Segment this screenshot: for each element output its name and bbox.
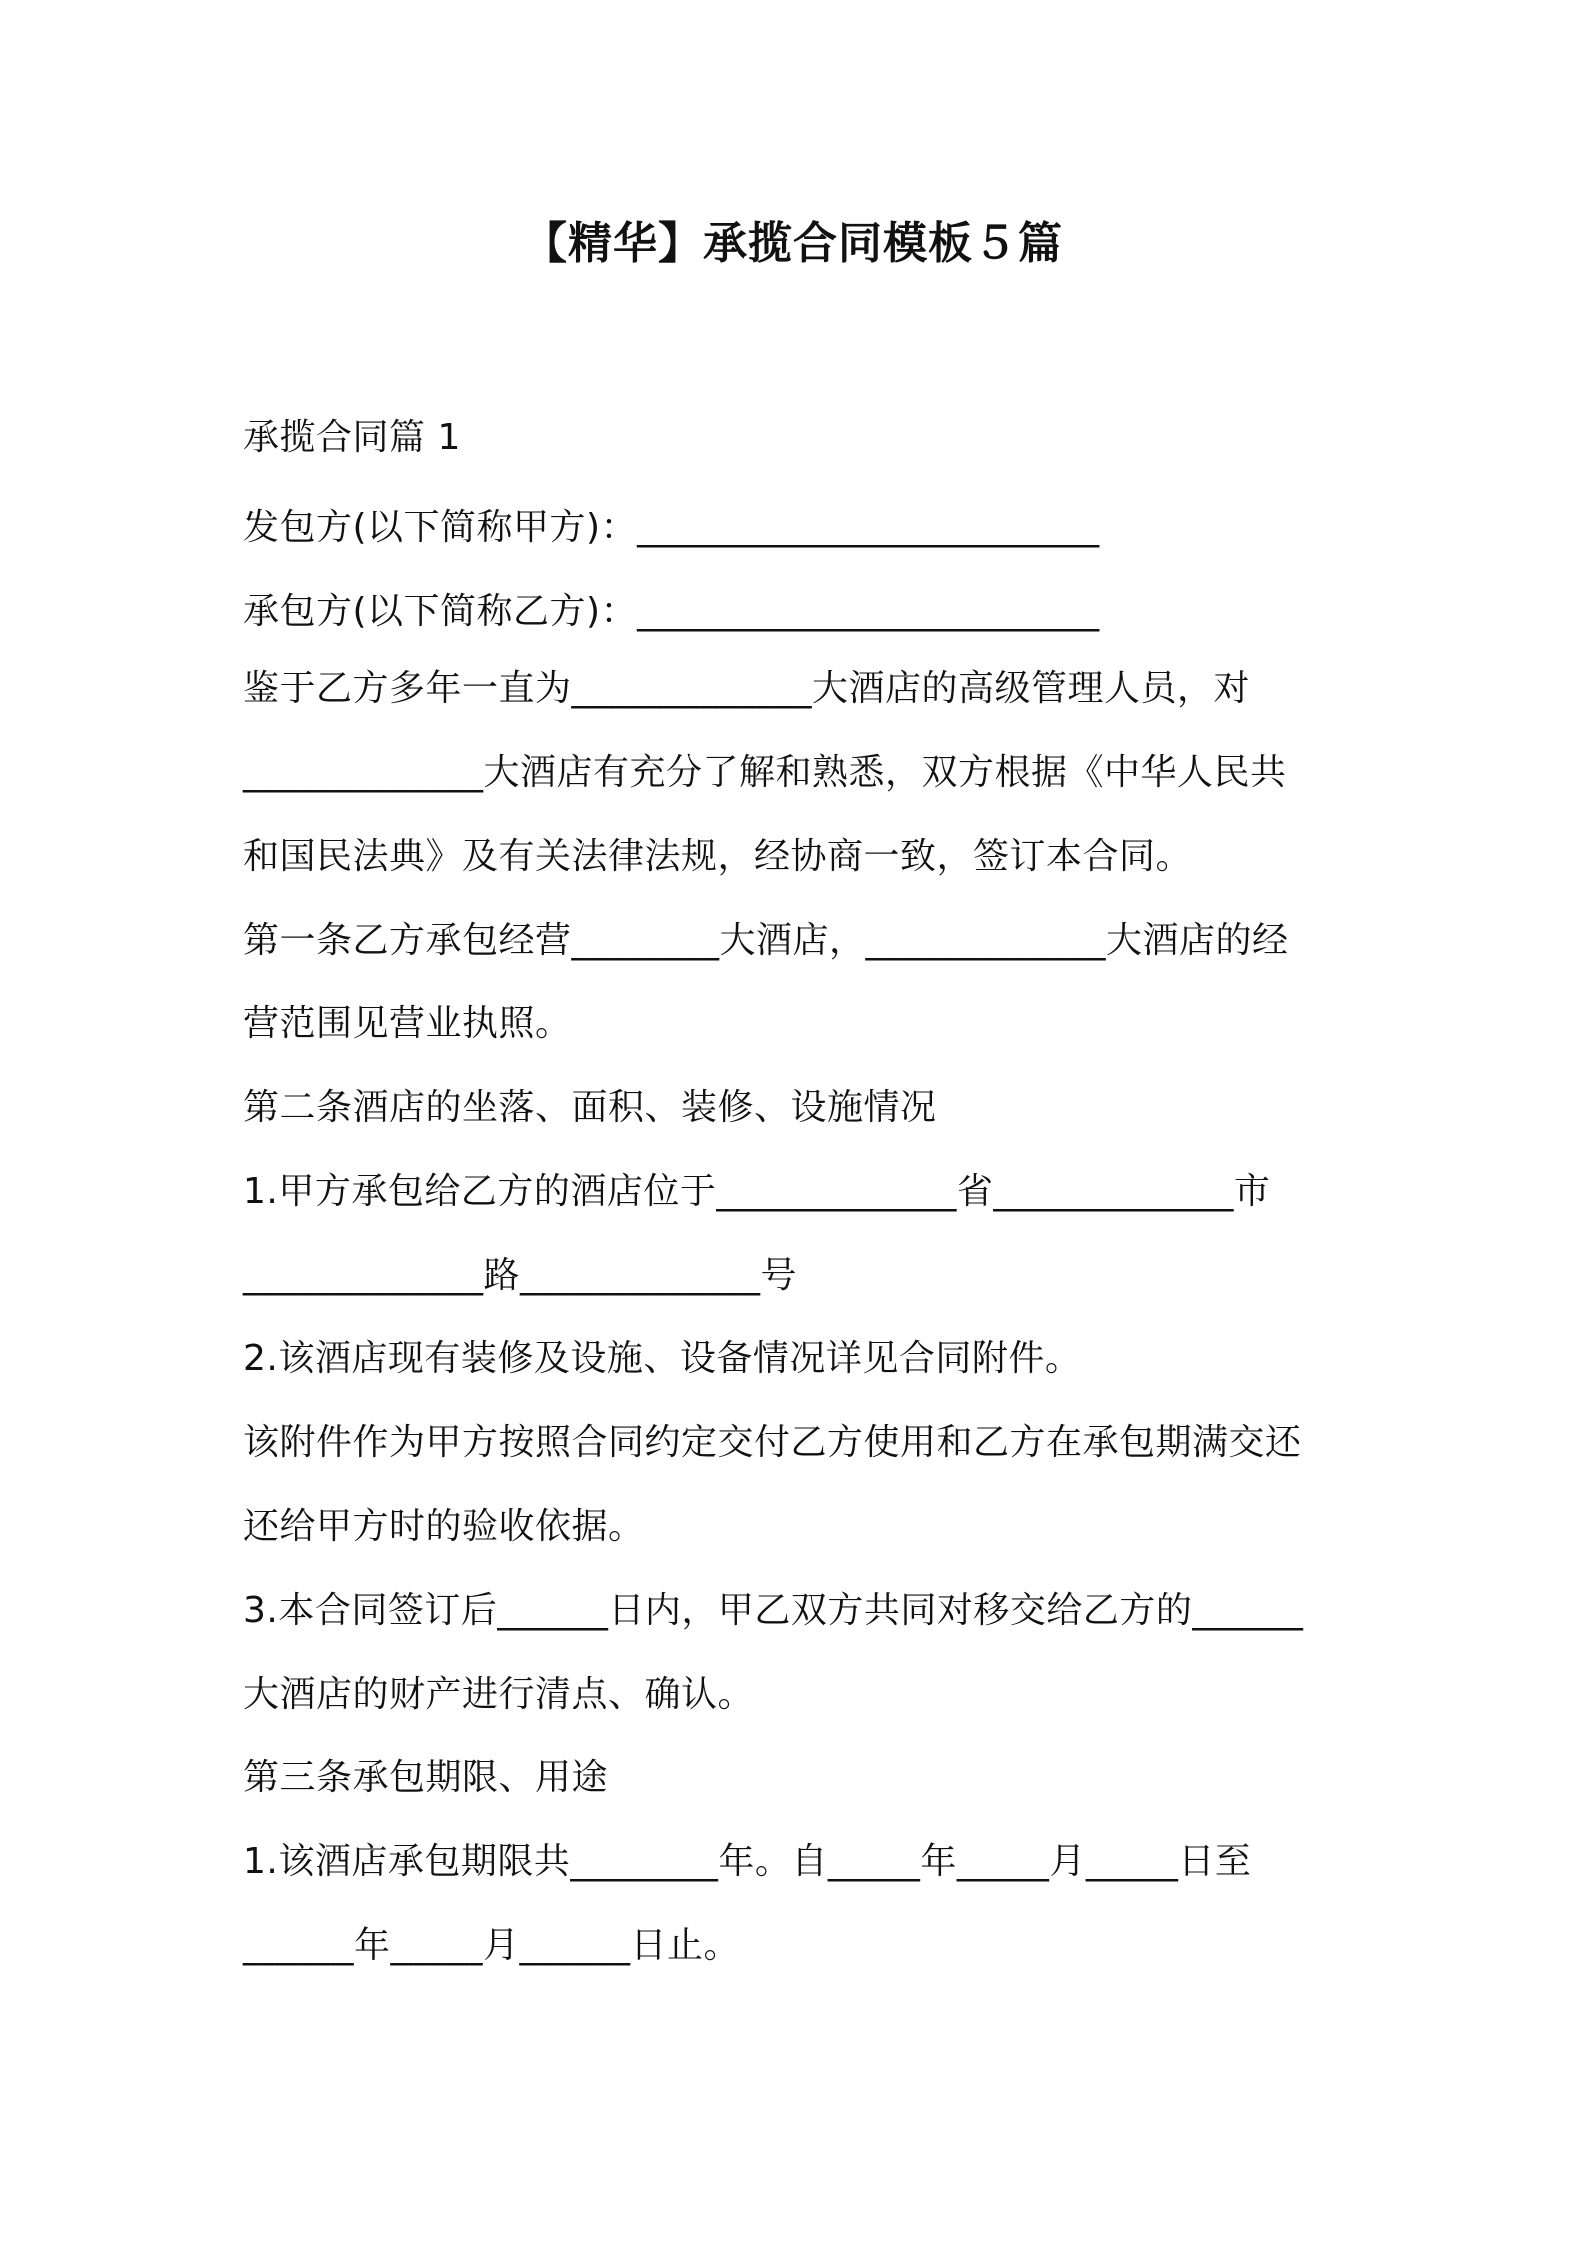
article-2-heading: 第二条酒店的坐落、面积、装修、设施情况: [243, 1087, 937, 1128]
party-b-line: 承包方(以下简称乙方)：_________________________: [243, 591, 1100, 632]
paragraph-line: 鉴于乙方多年一直为_____________大酒店的高级管理人员，对: [243, 668, 1251, 709]
document-title: 【精华】承揽合同模板５篇: [523, 218, 1063, 269]
paragraph-line: _____________大酒店有充分了解和熟悉，双方根据《中华人民共: [243, 752, 1287, 793]
clause-line: 1.甲方承包给乙方的酒店位于_____________省_____________市: [243, 1171, 1271, 1212]
section-heading-contract-1: 承揽合同篇 1: [243, 417, 461, 458]
clause-line: ______年_____月______日止。: [243, 1925, 741, 1966]
party-a-line: 发包方(以下简称甲方)：_________________________: [243, 507, 1100, 548]
clause-line: _____________路_____________号: [243, 1255, 797, 1296]
article-1-line: 营范围见营业执照。: [243, 1003, 572, 1044]
paragraph-line: 和国民法典》及有关法律法规，经协商一致，签订本合同。: [243, 836, 1193, 877]
clause-line: 3.本合同签订后______日内，甲乙双方共同对移交给乙方的______: [243, 1590, 1304, 1631]
clause-line: 2.该酒店现有装修及设施、设备情况详见合同附件。: [243, 1338, 1082, 1379]
article-3-heading: 第三条承包期限、用途: [243, 1757, 609, 1798]
clause-line: 1.该酒店承包期限共________年。自_____年_____月_____日至: [243, 1841, 1252, 1882]
clause-line: 该附件作为甲方按照合同约定交付乙方使用和乙方在承包期满交还: [243, 1422, 1302, 1463]
clause-line: 还给甲方时的验收依据。: [243, 1506, 645, 1547]
article-1-line: 第一条乙方承包经营________大酒店，_____________大酒店的经: [243, 920, 1289, 961]
clause-line: 大酒店的财产进行清点、确认。: [243, 1674, 755, 1715]
